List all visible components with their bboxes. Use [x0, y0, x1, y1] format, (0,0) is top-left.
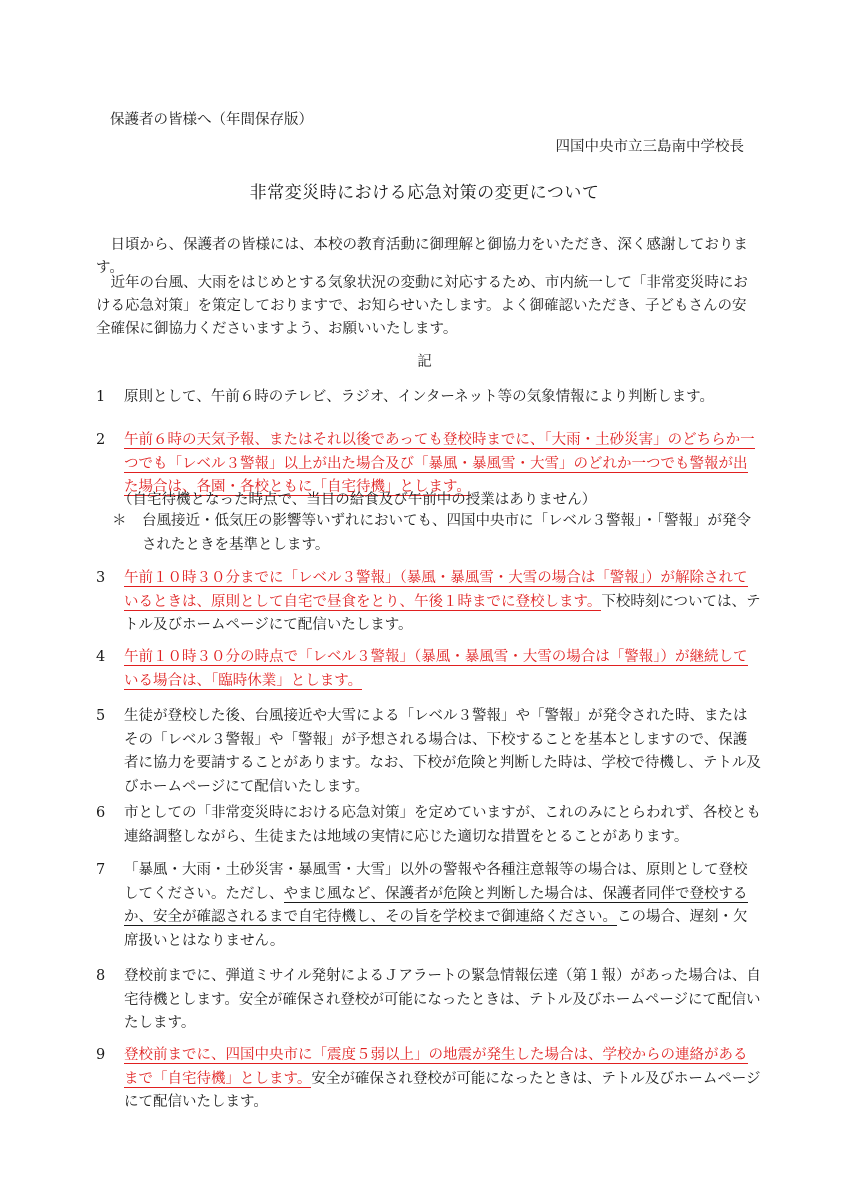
item-text-plain: 生徒が登校した後、台風接近や大雪による「レベル３警報」や「警報」が発令された時、またはその「レベル３警報」や「警報」が予想される場合は、下校することを基本としますので、保護者に協力を要請することがあります。なお、下校が危険と判断した時は、学校で待機し、テトル及びホームページにて配信いたします。	[124, 708, 761, 795]
item-text-underlined: やまじ風など、保護者が危険と判断した場合は、保護者同伴で登校するか、安全が確認されるまで自宅待機し、その旨を学校まで御連絡ください。	[124, 885, 748, 925]
ki-heading: 記	[417, 354, 432, 370]
document-title: 非常変災時における応急対策の変更について	[249, 183, 600, 203]
item-text	[124, 965, 761, 1036]
item-text-plain: 登校前までに、弾道ミサイル発射によるＪアラートの緊急情報伝達（第１報）があった場合は、自宅待機とします。安全が確保され登校が可能になったときは、テトル及びホームページにて配信いたします。	[124, 968, 761, 1031]
item-text-highlight: 登校前までに、四国中央市に「震度５弱以上」の地震が発生した場合は、学校からの連絡があるまで「自宅待機」とします。	[124, 1047, 748, 1087]
item-number: 2	[96, 432, 106, 448]
item-text	[124, 567, 761, 638]
asterisk-icon: ＊	[112, 513, 127, 529]
recipient-line: 保護者の皆様へ（年間保存版）	[110, 112, 313, 128]
item-number: 6	[96, 805, 106, 821]
item-number: 5	[96, 708, 106, 724]
intro-paragraph-1: 日頃から、保護者の皆様には、本校の教育活動に御理解と御協力をいただき、深く感謝しております。	[96, 237, 748, 276]
item-text-plain: 「暴風・大雨・土砂災害・暴風雪・大雪」以外の警報や各種注意報等の場合は、原則として登校してください。ただし、	[124, 862, 748, 902]
item-number: 3	[96, 570, 106, 586]
item-number: 4	[96, 649, 106, 665]
item-text	[124, 802, 761, 849]
item-number: 9	[96, 1047, 106, 1063]
item-number: 8	[96, 968, 106, 984]
item-text-plain: 安全が確保され登校が可能になったときは、テトル及びホームページにて配信いたします。	[124, 1070, 761, 1110]
item-text-highlight: 午前１０時３０分の時点で「レベル３警報」（暴風・暴風雪・大雪の場合は「警報」）が継続している場合は、「臨時休業」とします。	[124, 649, 748, 689]
item-text-highlight: 午前１０時３０分までに「レベル３警報」（暴風・暴風雪・大雪の場合は「警報」）が解除されているときは、原則として自宅で昼食をとり、午後１時までに登校します。	[124, 570, 748, 610]
item-text	[124, 859, 761, 953]
item-number: 1	[96, 389, 106, 405]
item-text-plain: この場合、遅刻・欠席扱いとはなりません。	[124, 909, 748, 949]
item-text	[124, 1044, 761, 1115]
item-number: 7	[96, 862, 106, 878]
item-text	[124, 646, 761, 693]
item-text-plain: 市としての「非常変災時における応急対策」を定めていますが、これのみにとらわれず、各校とも連絡調整しながら、生徒または地域の実情に応じた適切な措置をとることがあります。	[124, 805, 761, 845]
item-text-plain: 原則として、午前６時のテレビ、ラジオ、インターネット等の気象情報により判断します。	[124, 389, 715, 405]
lunch-note: （自宅待機となった時点で、当日の給食及び午前中の授業はありません）	[118, 492, 597, 508]
item-text-plain: 下校時刻については、テトル及びホームページにて配信いたします。	[124, 593, 761, 633]
item-text	[124, 705, 761, 799]
asterisk-note-text: 台風接近・低気圧の影響等いずれにおいても、四国中央市に「レベル３警報」・「警報」が発令されたときを基準とします。	[142, 513, 751, 553]
sender-line: 四国中央市立三島南中学校長	[555, 139, 744, 155]
item-text	[124, 386, 761, 410]
item-text-highlight: 午前６時の天気予報、またはそれ以後であっても登校時までに、「大雨・土砂災害」のどちらか一つでも「レベル３警報」以上が出た場合及び「暴風・暴風雪・大雪」のどれか一つでも警報が出た場合は、各園・各校ともに「自宅待機」とします。	[124, 432, 755, 495]
intro-paragraph-2: 近年の台風、大雨をはじめとする気象状況の変動に対応するため、市内統一して「非常変災時における応急対策」を策定しておりますで、お知らせいたします。よく御確認いただき、子どもさんの安全確保に御協力くださいますよう、お願いいたします。	[96, 275, 748, 337]
